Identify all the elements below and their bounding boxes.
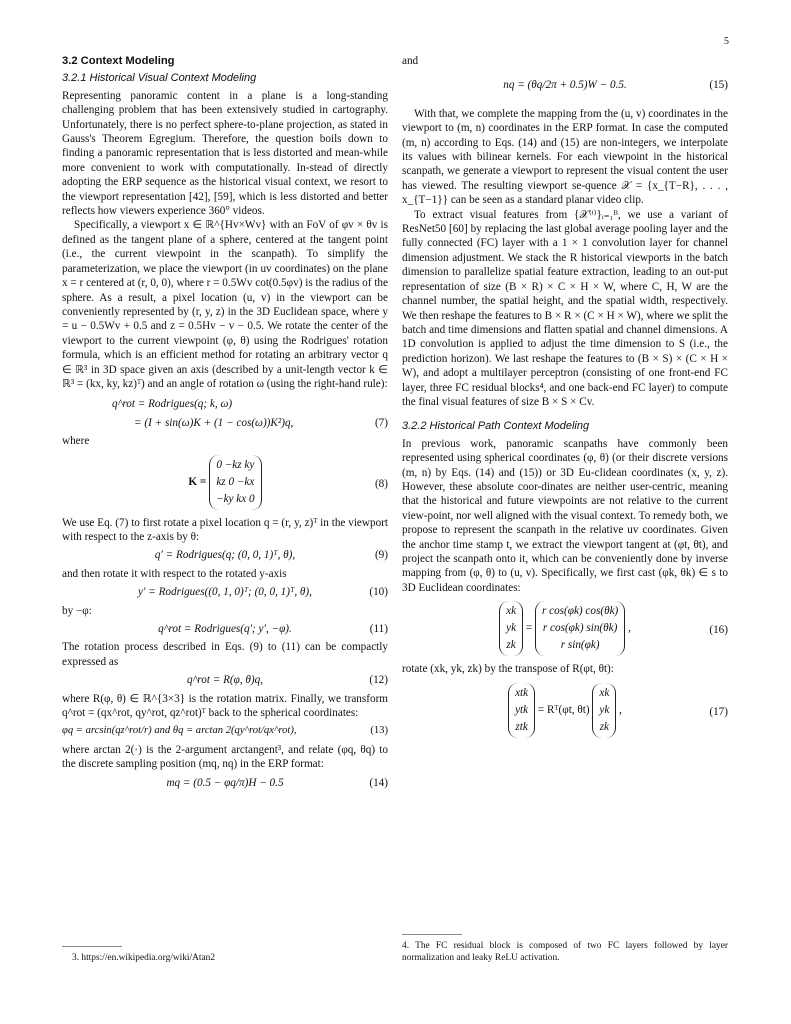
paragraph: and then rotate it with respect to the rotated y-axis	[62, 567, 287, 580]
vector-rhs	[592, 683, 616, 738]
equation-8	[62, 455, 388, 510]
equation-body: φq = arcsin(qz^rot/r) and θq = arctan 2(qy^rot/qx^rot),	[62, 725, 297, 737]
equation-body: q′ = Rodrigues(q; (0, 0, 1)ᵀ, θ),	[154, 549, 296, 562]
matrix-row: kz 0 −kx	[216, 475, 255, 488]
vector-lhs	[499, 601, 523, 656]
equation-body: q^rot = Rodrigues(q′; y′, −φ).	[158, 623, 292, 635]
vector-rhs	[535, 601, 625, 656]
vector-entry: xtk	[515, 686, 529, 699]
equation-operator: = Rᵀ(φt, θt)	[537, 703, 590, 716]
vector-entry: ztk	[515, 720, 528, 733]
paragraph: The rotation process described in Eqs. (9) to (11) can be compactly expressed as	[62, 641, 388, 668]
equation-number: (13)	[370, 725, 388, 737]
equation-17	[402, 683, 728, 738]
matrix-row: 0 −kz ky	[216, 458, 255, 471]
equation-lhs: K =	[188, 475, 207, 488]
equals-sign: =	[525, 622, 535, 635]
equation-14	[62, 776, 388, 790]
equation-7-cont	[62, 416, 388, 430]
vector-entry: zk	[506, 639, 516, 652]
vector-entry: zk	[599, 720, 610, 733]
footnote-4: 4. The FC residual block is composed of two FC layers followed by layer normalization and leaky ReLU activation.	[402, 941, 728, 963]
comma: ,	[628, 622, 631, 635]
paragraph: by −φ:	[62, 604, 92, 617]
paragraph: We use Eq. (7) to first rotate a pixel location q = (r, y, z)ᵀ in the viewport with respect to the z-axis by θ:	[62, 516, 388, 543]
equation-16	[402, 601, 728, 656]
equation-line: q^rot = Rodrigues(q; k, ω)	[112, 398, 233, 411]
subsection-heading: 3.2.1 Historical Visual Context Modeling	[62, 72, 257, 85]
footnote-3: 3. https://en.wikipedia.org/wiki/Atan2	[72, 953, 216, 963]
vector-entry: r cos(φk) cos(θk)	[541, 605, 619, 618]
comma: ,	[619, 703, 622, 716]
equation-number: (9)	[374, 549, 388, 562]
equation-number: (15)	[709, 79, 728, 92]
equation-number: (10)	[369, 586, 388, 599]
paragraph: where arctan 2(·) is the 2-argument arctangent³, and relate (φq, θq) to the discrete sampling position (mq, nq) in the ERP format:	[62, 743, 388, 771]
equation-body: nq = (θq/2π + 0.5)W − 0.5.	[503, 79, 627, 92]
equation-body: q^rot = R(φ, θ)q,	[186, 674, 264, 687]
vector-entry: yk	[599, 703, 610, 716]
paragraph: With that, we complete the mapping from the (u, v) coordinates in the viewport to (m, n) coordinates in the ERP format. In case the computed (m, n) according to Eqs. (14) and (15) are non-integers, we interpolate its values with bilinear kernels. For each viewpoint in the historical scanpath, we generate a viewport to represent the visual content the user has viewed. The resulting viewport se-quence 𝒳 = {x_{T−R}, . . . , x_{T−1}} can be seen as a standard planar video clip.	[402, 107, 728, 207]
equation-13	[62, 724, 388, 738]
paragraph: In previous work, panoramic scanpaths have commonly been represented using spherical coordinates (φ, θ) (or their discrete versions (m, n) by Eqs. (14) and (15)) or 3D Eu-clidean coordinates (x, y, z). However, these absolute coor-dinates are neither user-centric, meaning that the historical and future viewpoints are not relative to the current view-point, nor well aligned with the visual context. To remedy both, we propose to represent the scanpath in the relative uv coordinates. Given the anchor time stamp t, we extract the viewport tangent at (φt, θt), and project the scanpath onto it, which can be conveniently done by inverse mapping from (φ, θ) to (u, v). Specifically, we first cast (φk, θk) ∈ s to 3D Euclidean coordinates:	[402, 437, 728, 594]
equation-9	[62, 548, 388, 562]
equation-number: (7)	[374, 416, 388, 429]
footnote-rule	[402, 934, 462, 935]
equation-body: y′ = Rodrigues((0, 1, 0)ᵀ; (0, 0, 1)ᵀ, θ),	[138, 586, 312, 599]
matrix-row: −ky kx 0	[216, 492, 255, 505]
vector-entry: ytk	[515, 703, 529, 716]
equation-number: (17)	[709, 705, 728, 718]
vector-entry: r sin(φk)	[560, 639, 600, 652]
equation-body: mq = (0.5 − φq/π)H − 0.5	[166, 776, 284, 789]
equation-number: (16)	[709, 624, 728, 637]
paragraph: where	[62, 435, 90, 448]
vector-entry: xk	[506, 605, 517, 618]
equation-line: = (I + sin(ω)K + (1 − cos(ω))K²)q,	[134, 416, 294, 429]
vector-entry: xk	[599, 686, 610, 699]
matrix-k	[209, 455, 262, 510]
paragraph: where R(φ, θ) ∈ ℝ^{3×3} is the rotation matrix. Finally, we transform q^rot = (qx^rot, qy^rot, qz^rot)ᵀ back to the spherical coordinates:	[62, 692, 388, 720]
equation-12	[62, 673, 388, 687]
left-column	[62, 54, 388, 794]
paragraph: Representing panoramic content in a plane is a long-standing challenging problem that has been extensively studied in cartography. Unfortunately, there is no perfect sphere-to-plane projection, as stated in Gauss's Theorem Egregium. Therefore, the question boils down to finding a panoramic representation that is less distorted and mean-while more convenient to work with computationally. In-stead of directly adopting the ERP sequence as the historical visual context, we resort to the viewport representation [42], [59], which is less distorted and better reflects how viewers experience 360° videos.	[62, 89, 388, 218]
equation-number: (11)	[369, 623, 388, 635]
page-number: 5	[724, 36, 729, 47]
equation-15	[402, 78, 728, 92]
equation-7	[62, 397, 388, 411]
right-column	[402, 54, 728, 744]
vector-entry: r cos(φk) sin(θk)	[542, 622, 618, 635]
paragraph: and	[402, 55, 419, 67]
subsection-heading: 3.2.2 Historical Path Context Modeling	[402, 420, 590, 433]
paragraph: Specifically, a viewport x ∈ ℝ^{Hv×Wv} with an FoV of φv × θv is defined as the tangent plane of a sphere, centered at the tangent point (i.e., the current viewpoint in the scanpath). To simplify the parameterization, we place the viewport (in uv coordinates) on the plane x = r centered at (r, 0, 0), where r = 0.5Wv cot(0.5φv) is the radius of the sphere. As a result, a pixel location (u, v) in the viewport can be conveniently represented by (r, y, z) in the 3D Euclidean space, where y = u − 0.5Wv + 0.5 and z = 0.5Hv − v − 0.5. We rotate the center of the viewport to the current viewpoint (φ, θ) using the Rodrigues' rotation formula, which is an efficient method for rotating an arbitrary vector q ∈ ℝ³ in 3D space given an axis (described by a unit-length vector k ∈ ℝ³ = (kx, ky, kz)ᵀ) and an angle of rotation ω (using the right-hand rule):	[62, 219, 388, 390]
equation-10	[62, 585, 388, 599]
paragraph: To extract visual features from {𝒳⁽ⁱ⁾}ᵢ₌₁ᴮ, we use a variant of ResNet50 [60] by replacing the last global average pooling layer and the fully connected (FC) layer with a 1 × 1 convolution layer for channel dimension adjustment. We stack the R historical viewports in the batch dimension to parallelize spatial feature extraction, leading to an out-put representation of size (B × R) × C × H × W, where C, H, W are the channel number, the spatial height, and the spatial width, respectively. We then reshape the features to B × R × (C × H × W), where we split the batch and time dimensions and flatten spatial and channel dimensions. A 1D convolution is applied to adjust the time dimension to S (i.e., the prediction horizon). We last reshape the features to (B × S) × (C × H × W), and adopt a multilayer perceptron (consisting of one front-end FC layer, three FC residual blocks⁴, and one back-end FC layer) to compute the final visual features of size B × S × Cv.	[402, 208, 728, 408]
vector-lhs	[508, 683, 535, 738]
equation-number: (14)	[369, 776, 388, 789]
equation-11	[62, 622, 388, 636]
vector-entry: yk	[506, 622, 517, 635]
section-heading: 3.2 Context Modeling	[62, 55, 175, 67]
equation-number: (8)	[374, 477, 388, 490]
equation-number: (12)	[369, 674, 388, 687]
footnote-rule	[62, 946, 122, 947]
paragraph: rotate (xk, yk, zk) by the transpose of R(φt, θt):	[402, 663, 614, 676]
